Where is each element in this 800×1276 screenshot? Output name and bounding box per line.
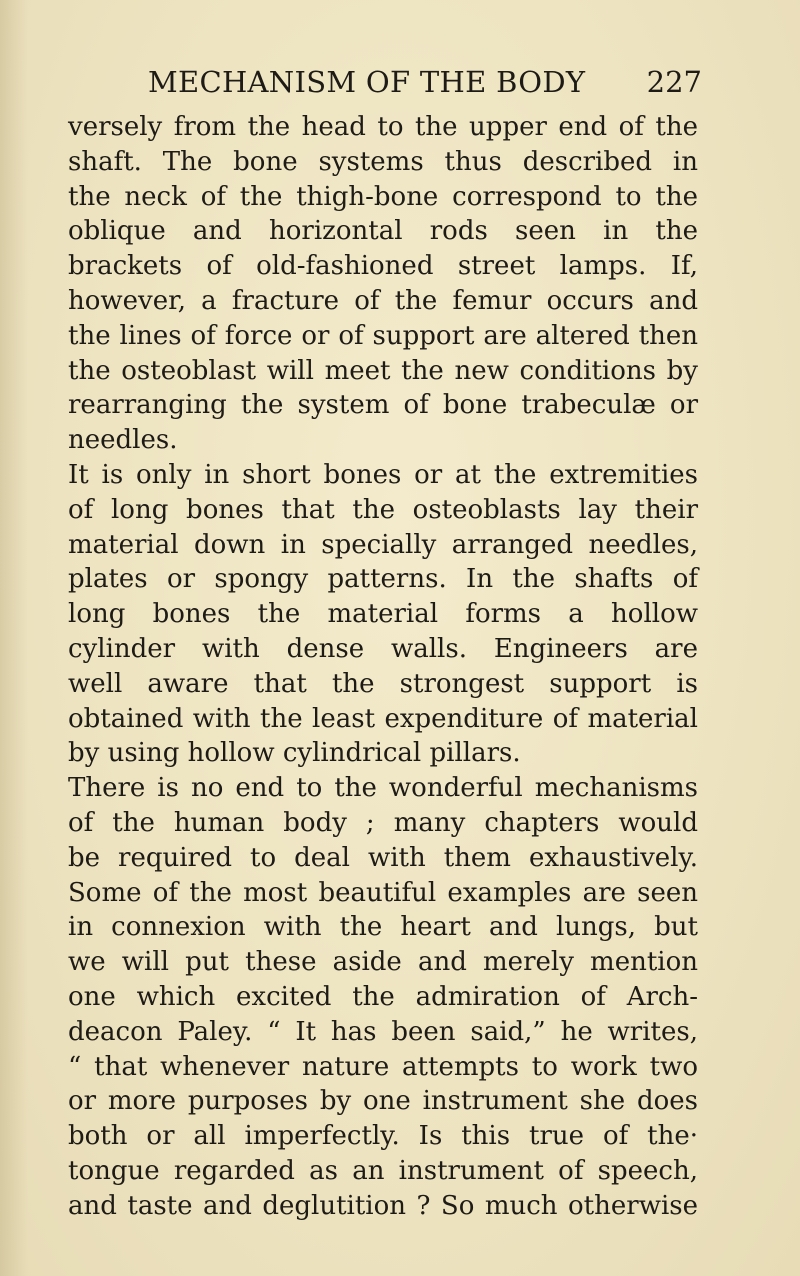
paragraph-end-line: by using hollow cylindrical pillars. xyxy=(68,738,521,769)
text-line: tongue regarded as an instrument of speech, xyxy=(68,1155,698,1186)
paragraph-end-line: needles. xyxy=(68,425,178,456)
text-line: both or all imperfectly. Is this true of the· xyxy=(68,1121,698,1152)
text-line: material down in specially arranged needles, xyxy=(68,529,698,560)
text-line: well aware that the strongest support is xyxy=(68,668,698,699)
text-line: cylinder with dense walls. Engineers are xyxy=(68,633,698,664)
text-line: of the human body ; many chapters would xyxy=(68,807,698,838)
body-text xyxy=(68,110,698,1224)
text-line: and taste and deglutition ? So much otherwise xyxy=(68,1190,698,1221)
text-line: It is only in short bones or at the extremities xyxy=(68,459,698,490)
text-line: be required to deal with them exhaustively. xyxy=(68,842,698,873)
text-line: we will put these aside and merely mention xyxy=(68,947,698,978)
running-head xyxy=(148,60,708,104)
text-line: versely from the head to the upper end of the xyxy=(68,112,698,142)
text-line: long bones the material forms a hollow xyxy=(68,599,698,630)
running-head-title: MECHANISM OF THE BODY xyxy=(148,65,586,99)
text-line: obtained with the least expenditure of material xyxy=(68,703,698,734)
text-line: the osteoblast will meet the new conditions by xyxy=(68,355,698,386)
text-line: plates or spongy patterns. In the shafts of xyxy=(68,564,698,595)
text-line: the lines of force or of support are altered then xyxy=(68,320,698,351)
page-number: 227 xyxy=(646,65,702,99)
text-line: rearranging the system of bone trabeculæ or xyxy=(68,390,698,421)
text-line: shaft. The bone systems thus described in xyxy=(68,146,698,177)
page-gutter-shadow xyxy=(0,0,28,1276)
text-line: or more purposes by one instrument she does xyxy=(68,1086,698,1117)
text-line: oblique and horizontal rods seen in the xyxy=(68,216,698,247)
text-line: Some of the most beautiful examples are seen xyxy=(68,877,698,908)
text-line: in connexion with the heart and lungs, but xyxy=(68,912,698,943)
text-line: “ that whenever nature attempts to work two xyxy=(68,1051,698,1082)
text-line: There is no end to the wonderful mechanisms xyxy=(68,773,698,804)
text-line: brackets of old-fashioned street lamps. If, xyxy=(68,251,698,282)
text-line: one which excited the admiration of Arch- xyxy=(68,981,698,1012)
text-line: the neck of the thigh-bone correspond to the xyxy=(68,181,698,212)
text-line: however, a fracture of the femur occurs and xyxy=(68,285,698,316)
text-line: of long bones that the osteoblasts lay their xyxy=(68,494,698,525)
text-line: deacon Paley. “ It has been said,” he writes, xyxy=(68,1016,698,1047)
